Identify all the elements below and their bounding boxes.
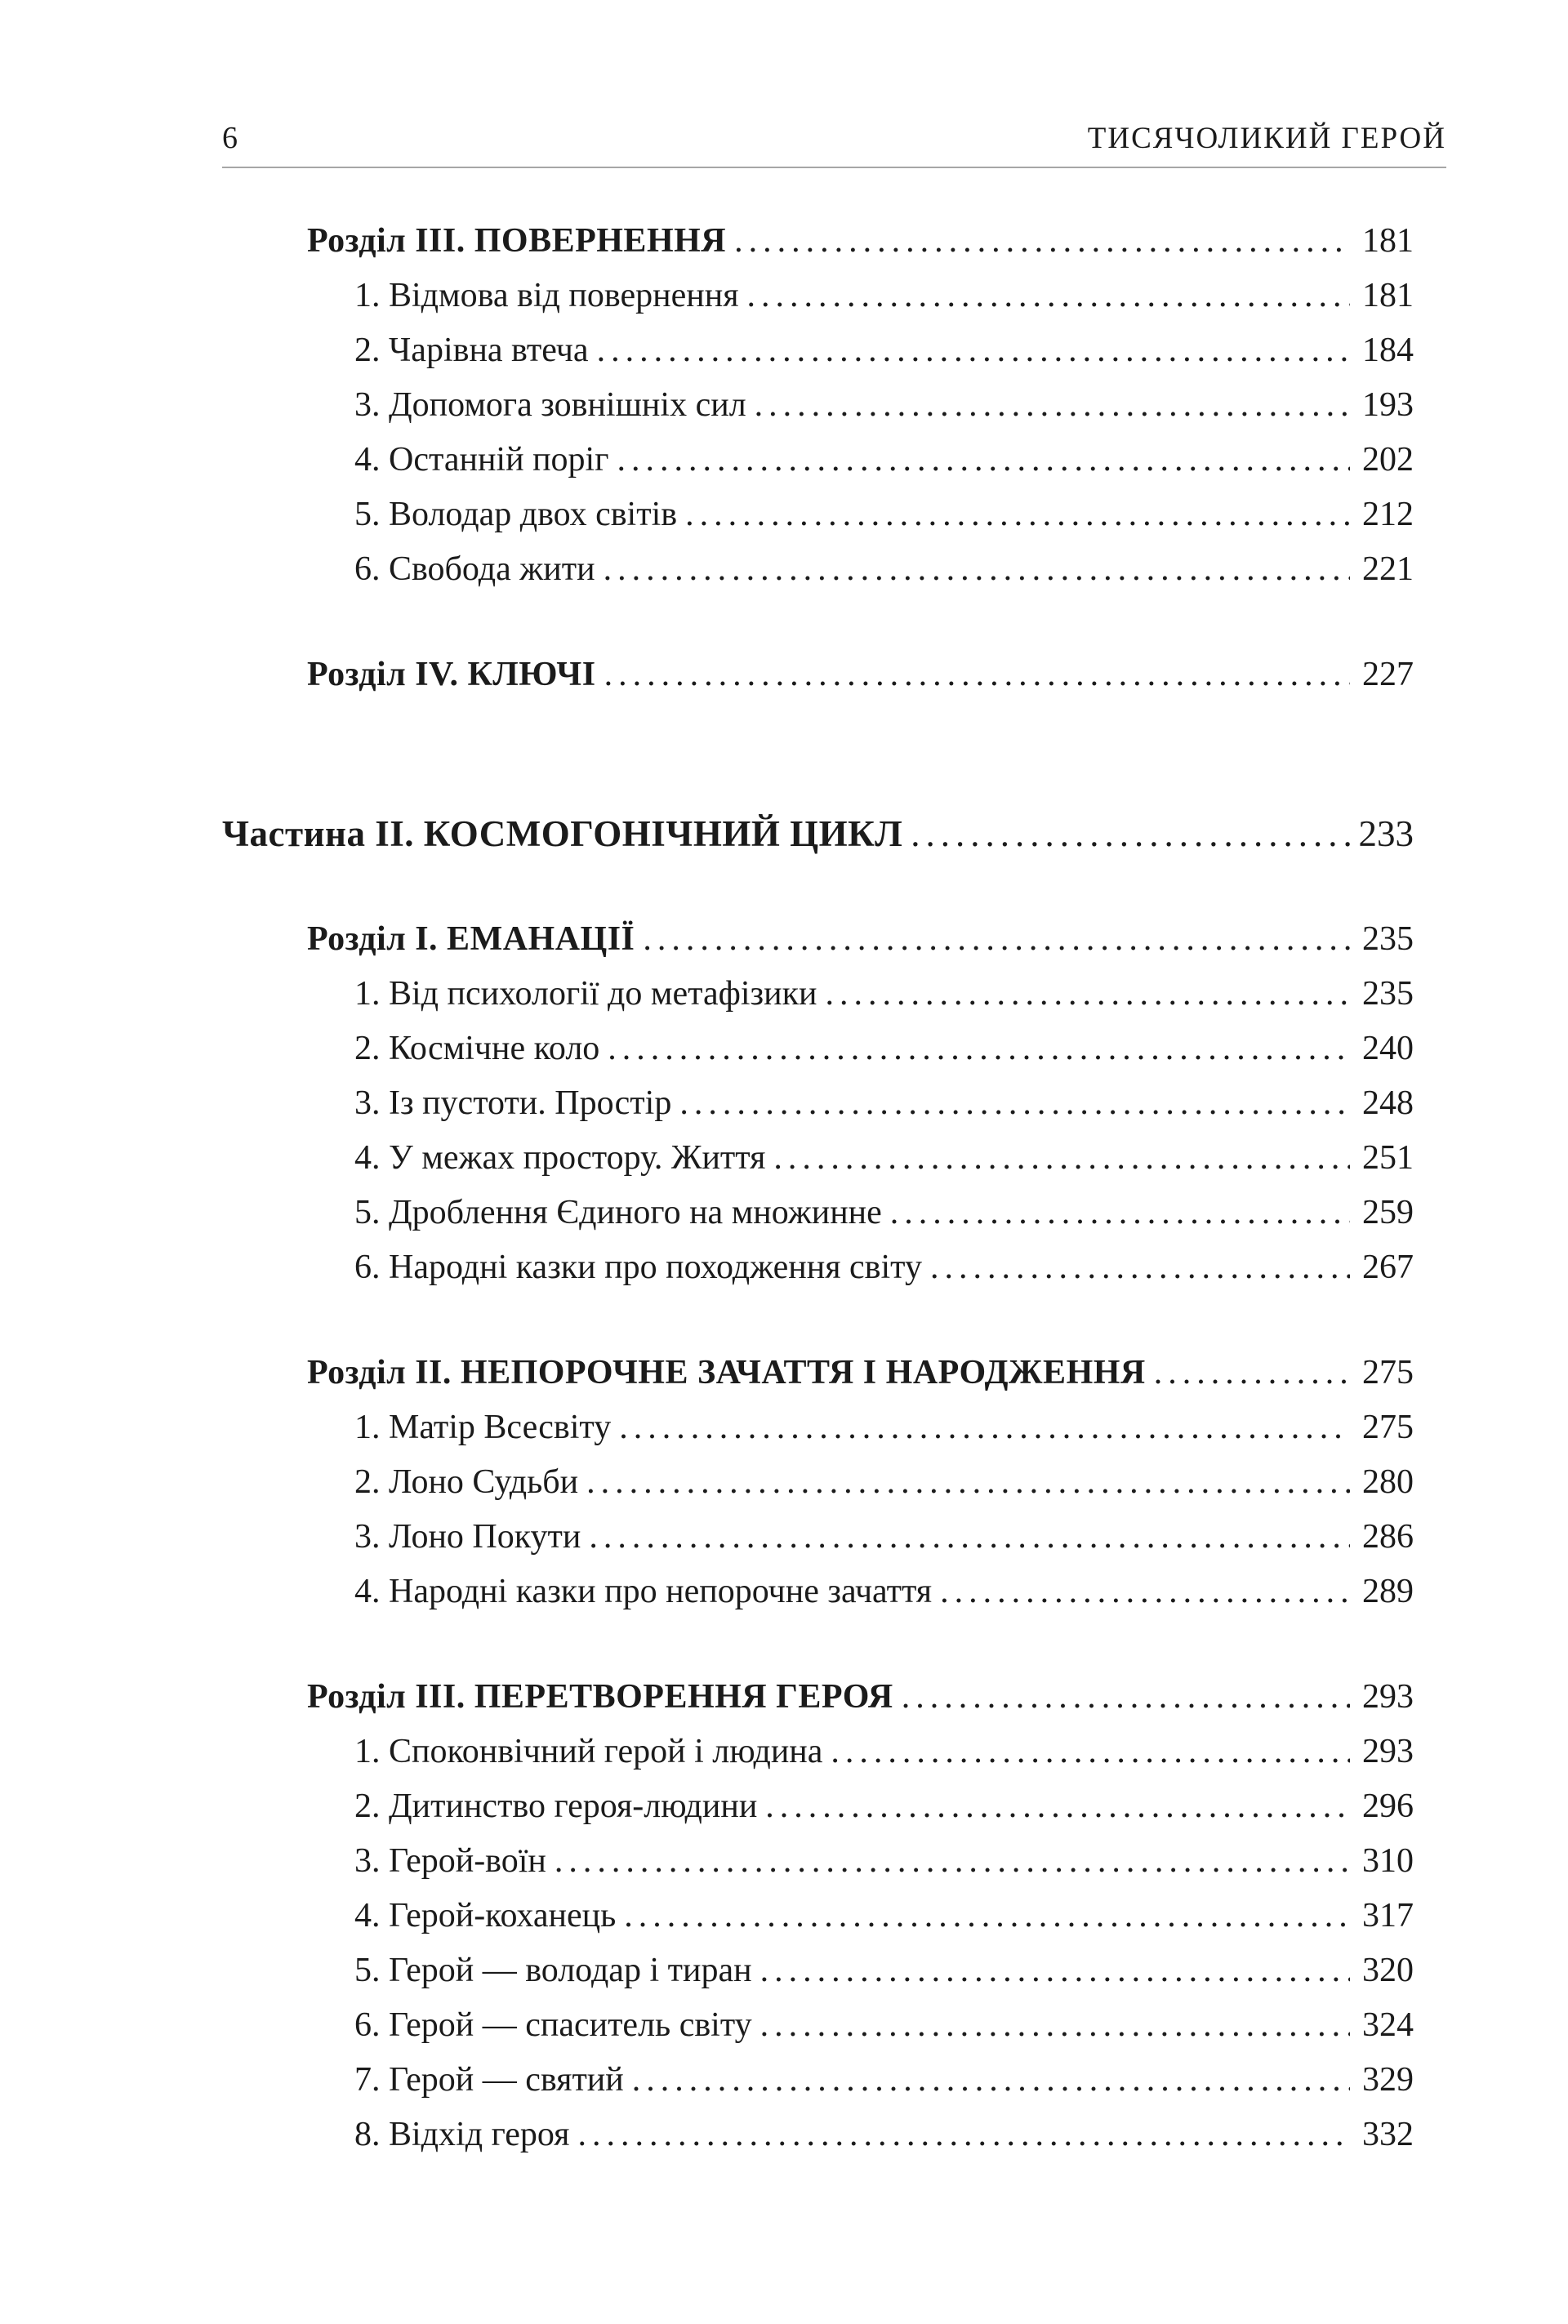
dot-leader-icon <box>734 214 1350 269</box>
toc-row <box>222 967 1414 1022</box>
toc-row <box>222 323 1414 378</box>
toc-entry-title: Розділ IV. КЛЮЧІ <box>307 656 596 693</box>
toc-row <box>222 269 1414 323</box>
toc-chapter-group <box>222 1670 1414 2162</box>
dot-leader-icon <box>1154 1346 1350 1400</box>
toc-row <box>222 1565 1414 1619</box>
toc-entry-title: 5. Дроблення Єдиного на множинне <box>354 1194 882 1231</box>
toc-row <box>222 1889 1414 1943</box>
toc-row <box>222 807 1414 861</box>
toc-row <box>222 1779 1414 1834</box>
toc-entry-page: 275 <box>1362 1409 1414 1446</box>
toc-entry-title: 6. Герой — спаситель світу <box>354 2006 752 2044</box>
toc-entry-page: 233 <box>1358 813 1414 854</box>
toc-row <box>222 488 1414 542</box>
dot-leader-icon <box>643 912 1350 967</box>
toc-entry-title: Розділ II. НЕПОРОЧНЕ ЗАЧАТТЯ І НАРОДЖЕННЯ <box>307 1354 1146 1391</box>
dot-leader-icon <box>555 1834 1350 1889</box>
toc-row <box>222 1725 1414 1779</box>
toc-entry-page: 324 <box>1362 2006 1414 2044</box>
toc-row <box>222 1834 1414 1889</box>
toc-entry-page: 286 <box>1362 1518 1414 1556</box>
toc-entry-page: 289 <box>1362 1573 1414 1610</box>
toc-row <box>222 1400 1414 1455</box>
toc-entry-page: 235 <box>1362 920 1414 958</box>
dot-leader-icon <box>597 323 1350 378</box>
toc-row <box>222 1240 1414 1295</box>
page-content <box>222 122 1446 2162</box>
toc-row <box>222 433 1414 488</box>
toc-row <box>222 1943 1414 1998</box>
toc-entry-page: 184 <box>1362 332 1414 369</box>
toc-entry-page: 310 <box>1362 1842 1414 1880</box>
toc-row <box>222 1346 1414 1400</box>
toc-row <box>222 378 1414 433</box>
toc-entry-title: 3. Допомога зовнішніх сил <box>354 386 746 424</box>
toc-row <box>222 1455 1414 1510</box>
toc-entry-title: 2. Космічне коло <box>354 1030 600 1067</box>
toc-entry-page: 240 <box>1362 1030 1414 1067</box>
toc-entry-page: 320 <box>1362 1952 1414 1989</box>
toc-row <box>222 1998 1414 2053</box>
toc-entry-title: 4. Народні казки про непорочне зачаття <box>354 1573 933 1610</box>
toc-entry-page: 259 <box>1362 1194 1414 1231</box>
toc-row <box>222 1186 1414 1240</box>
dot-leader-icon <box>604 542 1350 597</box>
toc-entry-page: 280 <box>1362 1463 1414 1501</box>
dot-leader-icon <box>890 1186 1350 1240</box>
toc-entry-title: 8. Відхід героя <box>354 2116 570 2153</box>
toc-entry-page: 293 <box>1362 1733 1414 1770</box>
dot-leader-icon <box>773 1131 1350 1186</box>
toc-entry-title: 2. Дитинство героя-людини <box>354 1788 758 1825</box>
dot-leader-icon <box>617 433 1350 488</box>
toc-entry-title: 1. Від психології до метафізики <box>354 975 817 1013</box>
running-head <box>222 122 1446 168</box>
dot-leader-icon <box>589 1510 1350 1565</box>
dot-leader-icon <box>765 1779 1350 1834</box>
dot-leader-icon <box>940 1565 1350 1619</box>
dot-leader-icon <box>911 807 1350 861</box>
toc-entry-page: 212 <box>1362 496 1414 533</box>
toc-row <box>222 1076 1414 1131</box>
toc-entry-page: 181 <box>1362 222 1414 260</box>
dot-leader-icon <box>679 1076 1350 1131</box>
toc-entry-page: 293 <box>1362 1678 1414 1716</box>
toc-entry-page: 275 <box>1362 1354 1414 1391</box>
toc-entry-title: 7. Герой — святий <box>354 2061 624 2099</box>
toc-row <box>222 648 1414 702</box>
toc-chapter-group <box>222 214 1414 597</box>
dot-leader-icon <box>825 967 1350 1022</box>
toc-entry-title: 6. Народні казки про походження світу <box>354 1249 922 1286</box>
toc-entry-title: 4. Останній поріг <box>354 441 609 479</box>
toc-part-group <box>222 807 1414 861</box>
running-title: ТИСЯЧОЛИКИЙ ГЕРОЙ <box>1087 122 1446 155</box>
table-of-contents <box>222 214 1446 2162</box>
toc-entry-page: 221 <box>1362 550 1414 588</box>
toc-entry-title: 3. Із пустоти. Простір <box>354 1084 672 1122</box>
toc-entry-page: 332 <box>1362 2116 1414 2153</box>
toc-entry-page: 329 <box>1362 2061 1414 2099</box>
toc-entry-title: 1. Споконвічний герой і людина <box>354 1733 823 1770</box>
toc-entry-page: 296 <box>1362 1788 1414 1825</box>
toc-row <box>222 214 1414 269</box>
toc-entry-title: Частина II. КОСМОГОНІЧНИЙ ЦИКЛ <box>222 813 903 854</box>
toc-entry-title: 4. Герой-коханець <box>354 1897 617 1934</box>
toc-chapter-group <box>222 1346 1414 1619</box>
toc-entry-title: 3. Лоно Покути <box>354 1518 581 1556</box>
toc-entry-title: Розділ III. ПЕРЕТВОРЕННЯ ГЕРОЯ <box>307 1678 893 1716</box>
dot-leader-icon <box>755 378 1350 433</box>
toc-row <box>222 2108 1414 2162</box>
toc-entry-page: 227 <box>1362 656 1414 693</box>
dot-leader-icon <box>619 1400 1350 1455</box>
toc-entry-title: 2. Лоно Судьби <box>354 1463 579 1501</box>
toc-entry-title: 4. У межах простору. Життя <box>354 1139 766 1177</box>
toc-entry-page: 267 <box>1362 1249 1414 1286</box>
toc-row <box>222 1131 1414 1186</box>
dot-leader-icon <box>604 648 1350 702</box>
toc-entry-page: 181 <box>1362 277 1414 314</box>
toc-entry-title: 2. Чарівна втеча <box>354 332 589 369</box>
dot-leader-icon <box>760 1998 1350 2053</box>
toc-entry-title: 5. Володар двох світів <box>354 496 678 533</box>
toc-row <box>222 1022 1414 1076</box>
dot-leader-icon <box>831 1725 1350 1779</box>
dot-leader-icon <box>624 1889 1350 1943</box>
toc-entry-title: Розділ I. ЕМАНАЦІЇ <box>307 920 635 958</box>
toc-entry-page: 202 <box>1362 441 1414 479</box>
toc-row <box>222 2053 1414 2108</box>
toc-row <box>222 912 1414 967</box>
toc-row <box>222 1670 1414 1725</box>
toc-entry-title: 1. Матір Всесвіту <box>354 1409 612 1446</box>
toc-entry-title: 5. Герой — володар і тиран <box>354 1952 752 1989</box>
toc-entry-title: 3. Герой-воїн <box>354 1842 546 1880</box>
dot-leader-icon <box>586 1455 1350 1510</box>
dot-leader-icon <box>902 1670 1350 1725</box>
toc-entry-title: 6. Свобода жити <box>354 550 595 588</box>
toc-row <box>222 542 1414 597</box>
toc-entry-page: 235 <box>1362 975 1414 1013</box>
dot-leader-icon <box>930 1240 1350 1295</box>
toc-row <box>222 1510 1414 1565</box>
dot-leader-icon <box>760 1943 1350 1998</box>
dot-leader-icon <box>747 269 1350 323</box>
toc-chapter-group <box>222 648 1414 702</box>
toc-entry-page: 248 <box>1362 1084 1414 1122</box>
dot-leader-icon <box>608 1022 1350 1076</box>
dot-leader-icon <box>632 2053 1350 2108</box>
toc-entry-page: 193 <box>1362 386 1414 424</box>
dot-leader-icon <box>685 488 1350 542</box>
toc-entry-page: 317 <box>1362 1897 1414 1934</box>
page-number: 6 <box>222 121 238 155</box>
toc-entry-title: Розділ III. ПОВЕРНЕННЯ <box>307 222 727 260</box>
toc-entry-title: 1. Відмова від повернення <box>354 277 739 314</box>
toc-entry-page: 251 <box>1362 1139 1414 1177</box>
toc-chapter-group <box>222 912 1414 1295</box>
dot-leader-icon <box>577 2108 1350 2162</box>
